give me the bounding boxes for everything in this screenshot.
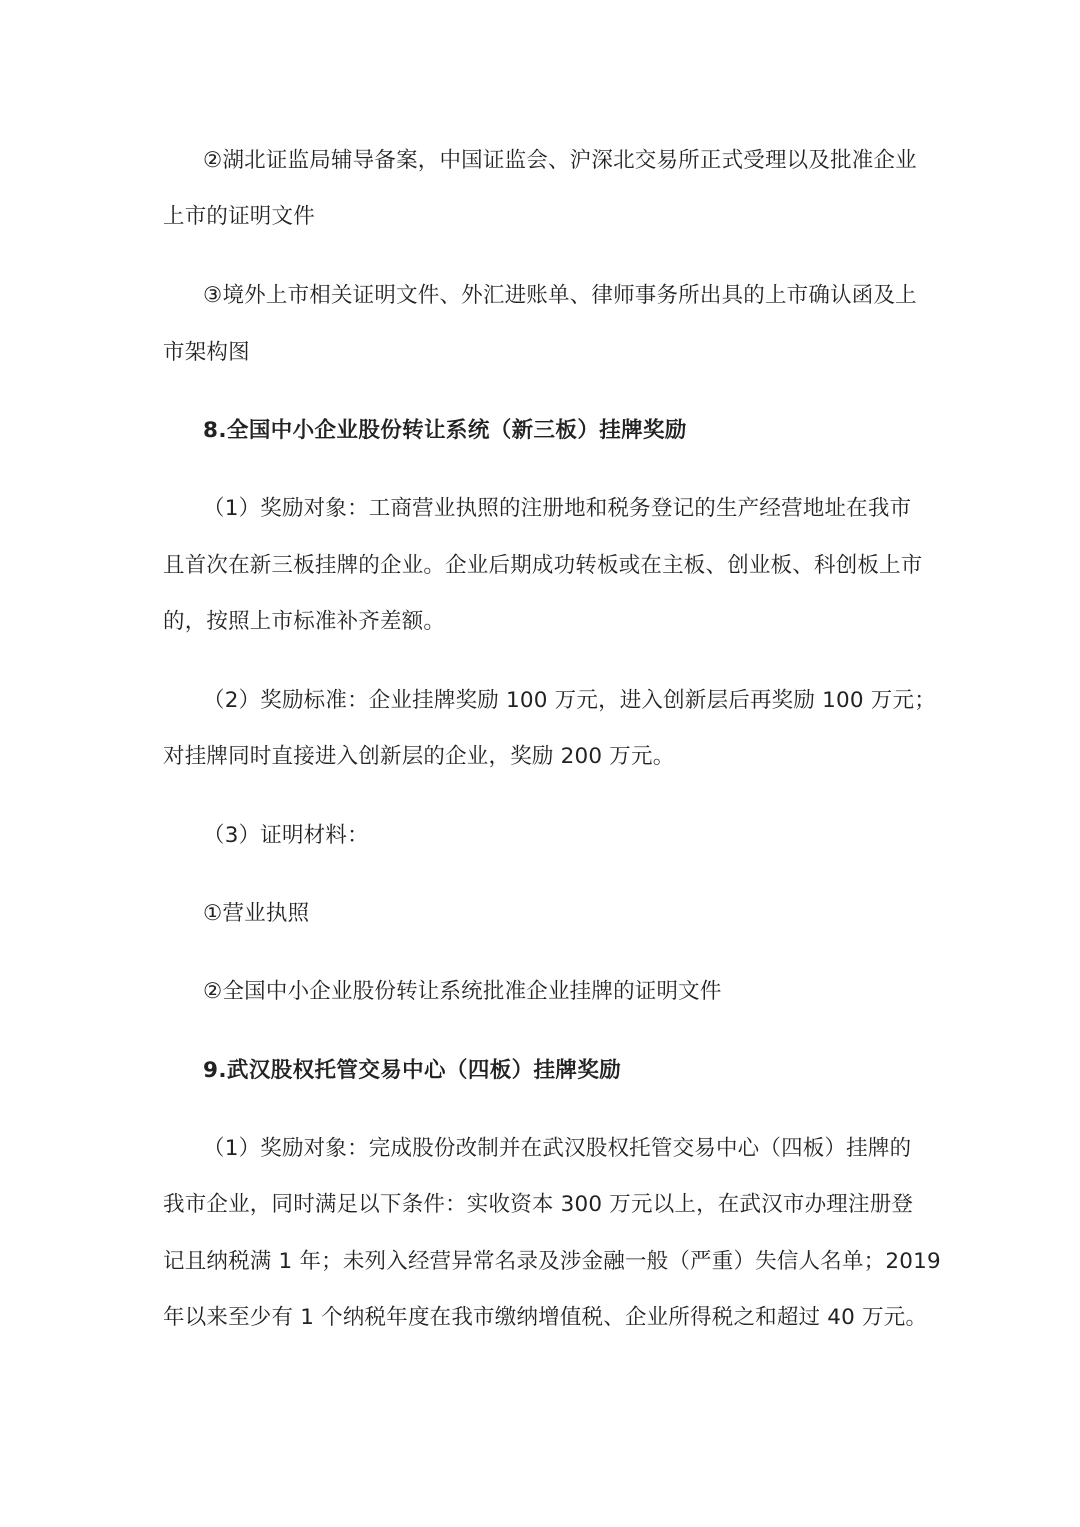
paragraph-line: ②全国中小企业股份转让系统批准企业挂牌的证明文件 (203, 979, 722, 1004)
paragraph-line: （1）奖励对象：完成股份改制并在武汉股权托管交易中心（四板）挂牌的 (203, 1136, 912, 1161)
section-heading: 8.全国中小企业股份转让系统（新三板）挂牌奖励 (203, 418, 687, 443)
paragraph-line: 的，按照上市标准补齐差额。 (163, 609, 446, 634)
paragraph-line: 上市的证明文件 (163, 204, 315, 229)
section-heading: 9.武汉股权托管交易中心（四板）挂牌奖励 (203, 1058, 622, 1083)
paragraph-line: ①营业执照 (203, 901, 310, 926)
paragraph-line: 对挂牌同时直接进入创新层的企业，奖励 200 万元。 (163, 744, 675, 769)
paragraph-line: ②湖北证监局辅导备案，中国证监会、沪深北交易所正式受理以及批准企业 (203, 148, 917, 173)
paragraph-line: 且首次在新三板挂牌的企业。企业后期成功转板或在主板、创业板、科创板上市 (163, 553, 923, 578)
paragraph-line: （3）证明材料： (203, 823, 369, 848)
paragraph-line: 我市企业，同时满足以下条件：实收资本 300 万元以上，在武汉市办理注册登 (163, 1192, 914, 1217)
paragraph-line: 记且纳税满 1 年；未列入经营异常名录及涉金融一般（严重）失信人名单；2019 (163, 1249, 941, 1274)
paragraph-line: （2）奖励标准：企业挂牌奖励 100 万元，进入创新层后再奖励 100 万元； (203, 688, 936, 713)
paragraph-line: 市架构图 (163, 340, 250, 365)
paragraph-line: ③境外上市相关证明文件、外汇进账单、律师事务所出具的上市确认函及上 (203, 283, 917, 308)
paragraph-line: （1）奖励对象：工商营业执照的注册地和税务登记的生产经营地址在我市 (203, 496, 912, 521)
paragraph-line: 年以来至少有 1 个纳税年度在我市缴纳增值税、企业所得税之和超过 40 万元。 (163, 1305, 928, 1330)
